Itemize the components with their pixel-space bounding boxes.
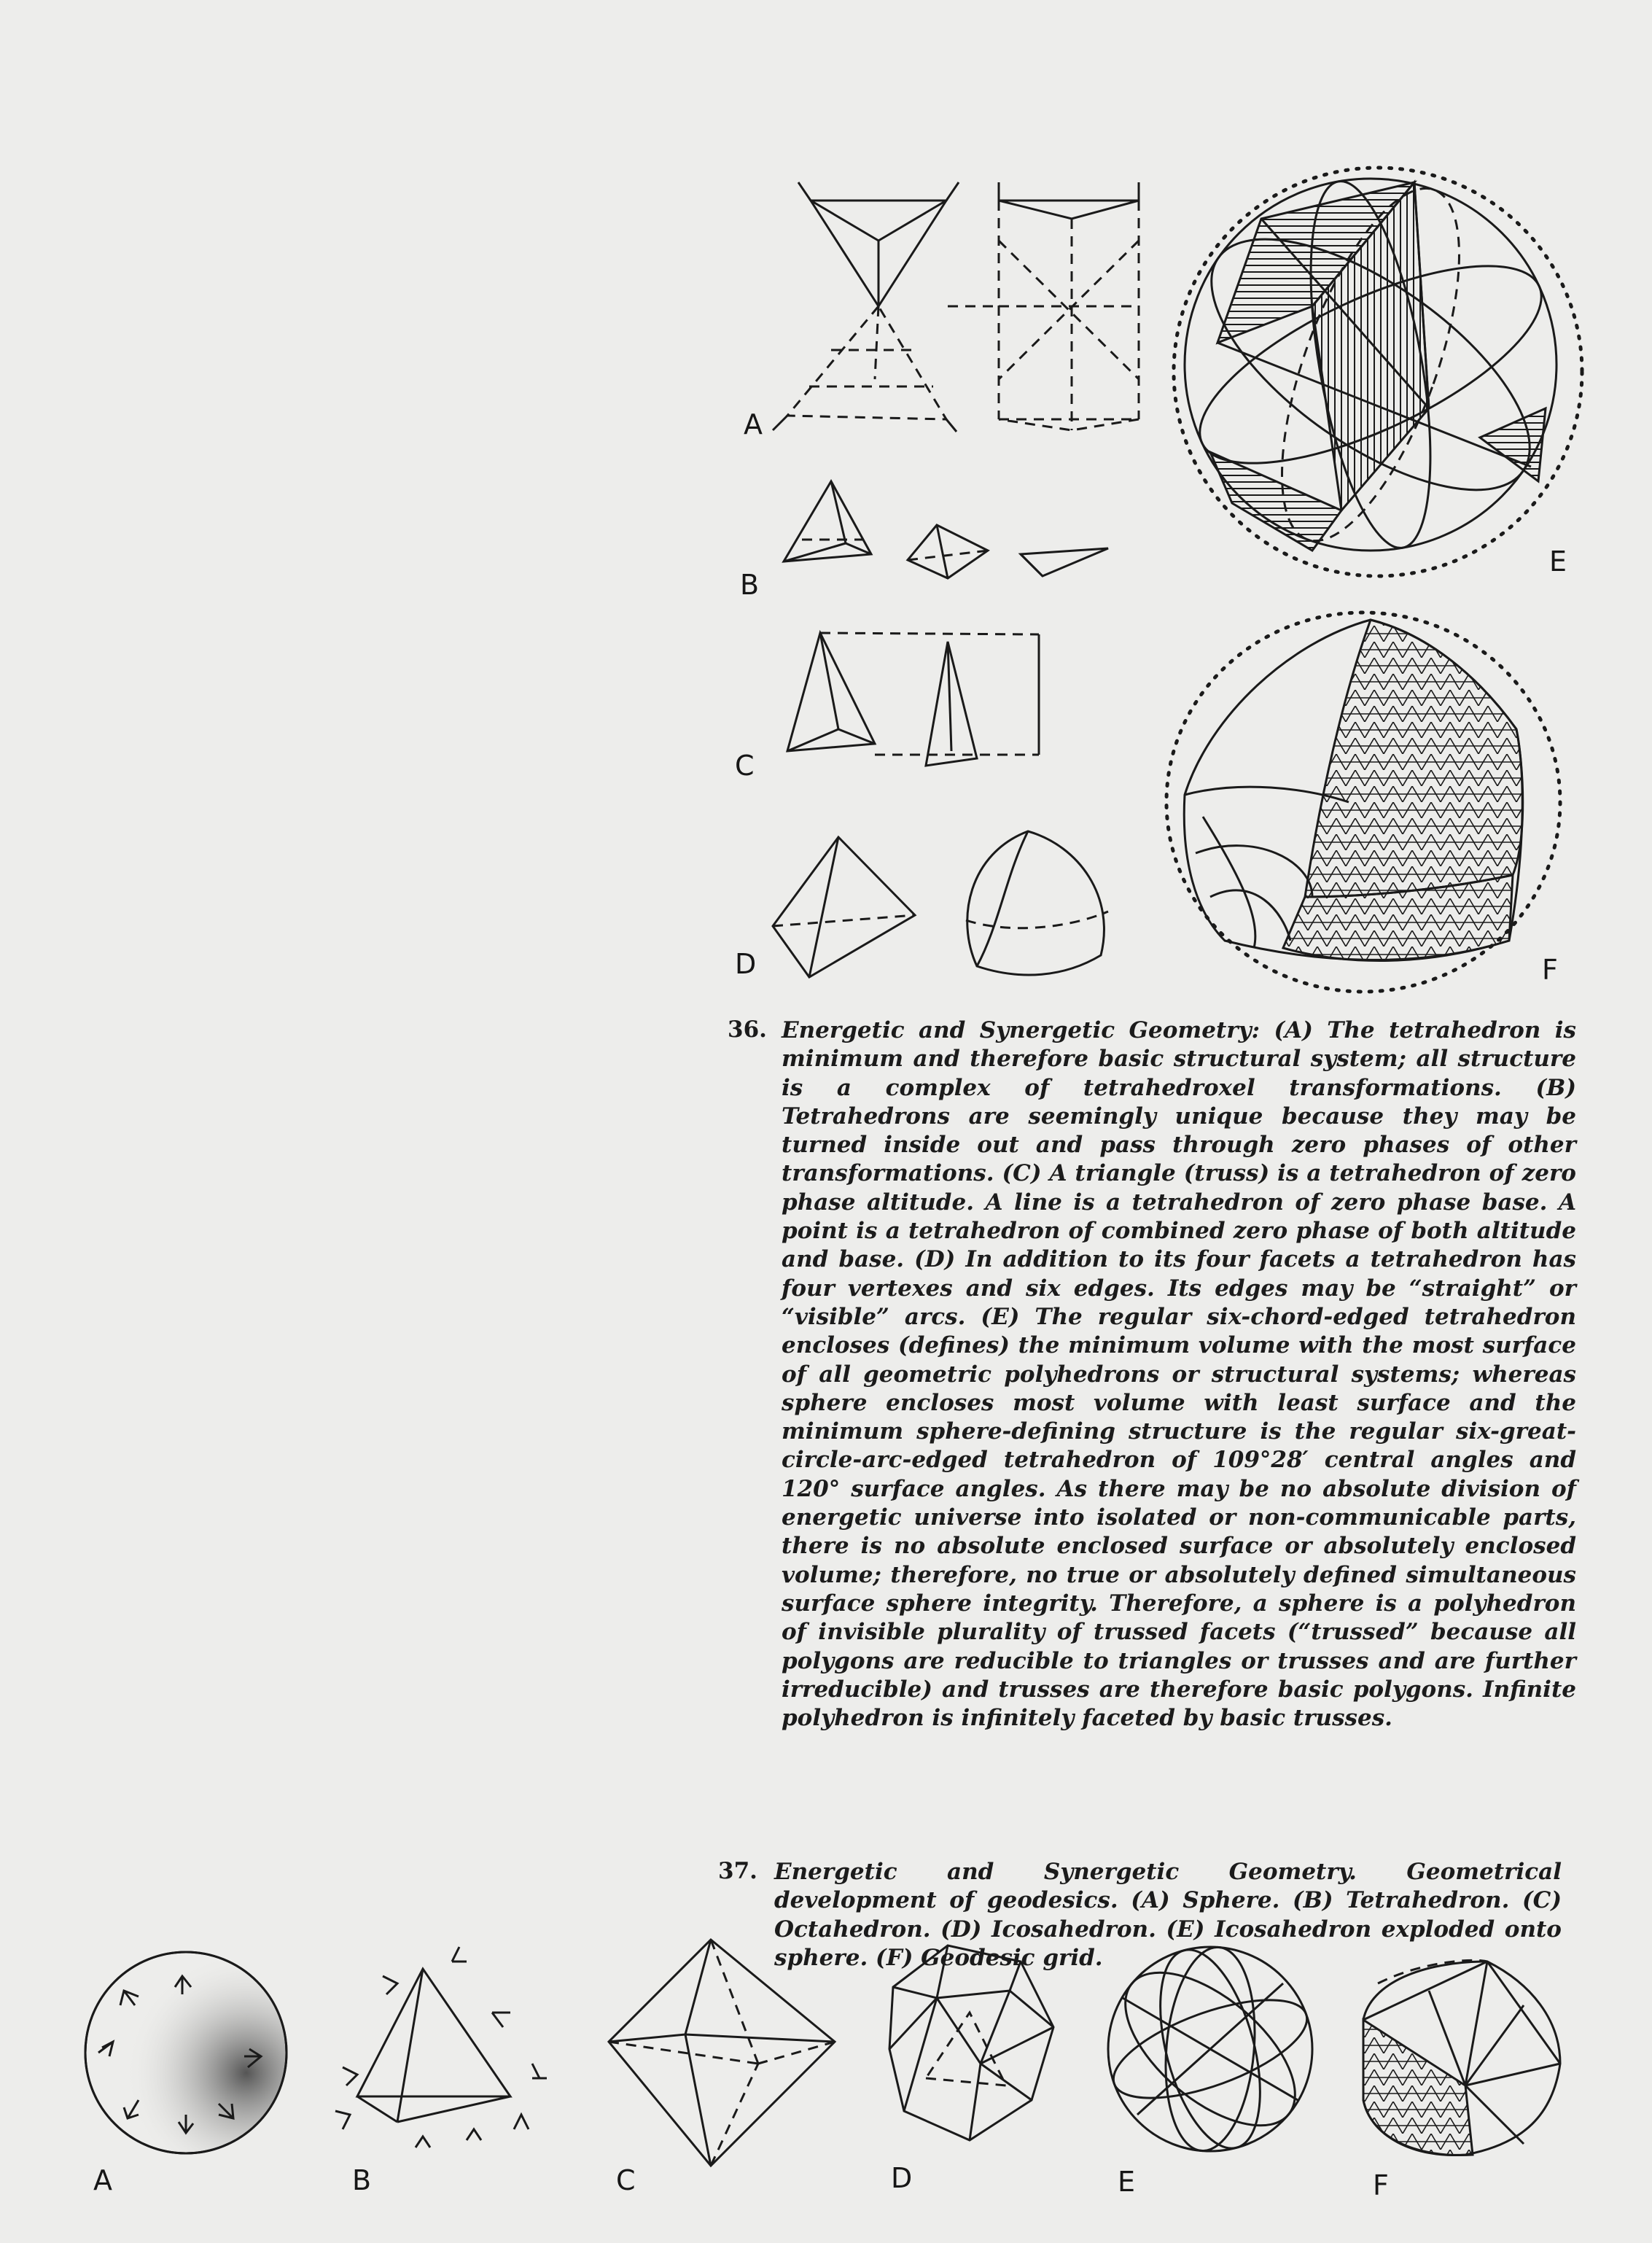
fig37-label-c: C	[616, 2164, 636, 2196]
fig36-label-e: E	[1549, 545, 1567, 578]
fig36-label-c: C	[735, 750, 755, 782]
fig37-label-d: D	[891, 2162, 913, 2194]
fig36-label-b: B	[740, 569, 760, 601]
fig36-caption: Energetic and Synergetic Geometry: (A) The tetrahedron is minimum and therefore basic structural system; all structure is a complex of tetrahedroxel transformations. (B) Tetrahedrons are seemingly unique because they may be turned inside out and pass through zero phases of other transformations. (C) A triangle (truss) is a tetrahedron of zero phase altitude. A line is a tetrahedron of zero phase base. A point is a tetrahedron of combined zero phase of both altitude and base. (D) In addition to its four facets a tetrahedron has four vertexes and six edges. Its edges may be “straight” or “visible” arcs. (E) The regular six-chord-edged tetrahedron encloses (defines) the minimum volume with the most surface of all geometric polyhedrons or structural systems; whereas sphere encloses most volume with least surface and the minimum sphere-defining structure is the regular six-great-circle-arc-edged tetrahedron of 109°28′ central angles and 120° surface angles. As there may be no absolute division of energetic universe into isolated or non-communicable parts, there is no absolute enclosed surface or absolutely enclosed volume; therefore, no true or absolutely defined simultaneous surface sphere integrity. Therefore, a sphere is a polyhedron of invisible plurality of trussed facets (“trussed” because all polygons are reducible to triangles or trusses and are further irreducible) and trusses are therefore basic polygons. Infinite polyhedron is infinitely faceted by basic trusses.	[782, 1017, 1576, 1732]
fig37-number: 37.	[718, 1858, 757, 1884]
fig37-b-drawing	[335, 1947, 547, 2147]
fig37-label-f: F	[1373, 2169, 1389, 2201]
fig37-d-drawing	[889, 1945, 1053, 2140]
fig36-b-drawing	[784, 481, 1108, 578]
fig37-label-b: B	[352, 2164, 372, 2196]
fig37-a-drawing	[85, 1952, 287, 2153]
fig37-label-a: A	[93, 2164, 112, 2196]
fig36-number: 36.	[728, 1016, 767, 1043]
fig37-f-drawing	[1363, 1960, 1560, 2155]
fig36-d-drawing	[773, 831, 1108, 977]
fig37-caption: Energetic and Synergetic Geometry. Geometrical development of geodesics. (A) Sphere. (B) Tetrahedron. (C) Octahedron. (D) Icosahedron. (E) Icosahedron exploded onto sphere. (F) Geodesic grid.	[774, 1859, 1562, 1971]
fig36-label-d: D	[735, 948, 757, 980]
fig36-e-drawing	[1172, 168, 1582, 576]
fig37-label-e: E	[1118, 2166, 1136, 2198]
fig36-label-a: A	[744, 408, 763, 440]
fig36-label-f: F	[1542, 954, 1558, 986]
fig36-a-drawing	[773, 182, 1139, 432]
fig36-f-drawing	[1166, 613, 1560, 992]
fig36-c-drawing	[787, 633, 1039, 766]
fig37-c-drawing	[609, 1940, 835, 2166]
